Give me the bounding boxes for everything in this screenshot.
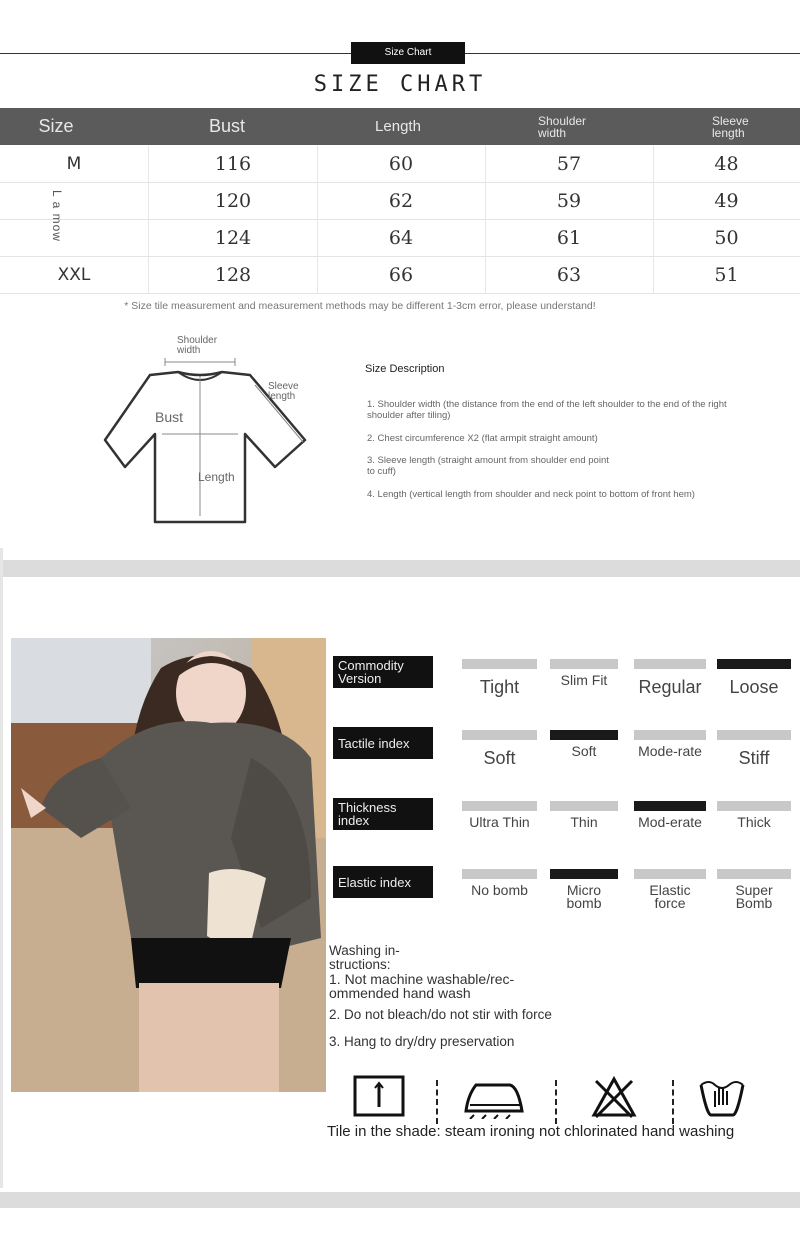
watermark-vertical-text: L a mow [50, 190, 64, 242]
diagram-shoulder-label: Shoulder width [177, 335, 218, 356]
left-edge-line [0, 548, 3, 1188]
option-indicator [717, 730, 791, 740]
option-label: Thick [737, 814, 771, 830]
care-divider [436, 1080, 440, 1124]
option-label: Soft [483, 748, 516, 768]
attribute-label: Commodity Version [333, 656, 433, 688]
attribute-label: Thickness index [333, 798, 433, 830]
option-indicator [634, 869, 706, 879]
table-row [0, 146, 800, 183]
table-cell-size [0, 183, 149, 219]
attribute-label: Tactile index [333, 727, 433, 759]
table-cell: 116 [149, 146, 318, 182]
table-cell: 49 [714, 190, 739, 212]
option-label: No bomb [471, 882, 528, 898]
table-cell: 120 [149, 183, 318, 219]
diagram-length-label: Length [198, 470, 235, 484]
option-indicator [462, 869, 537, 879]
hand-wash-icon [697, 1075, 747, 1119]
table-cell: 60 [317, 146, 486, 182]
desc-item-1: 1. Shoulder width (the distance from the end of the left shoulder to the end of the right shoulder after tiling) [367, 399, 727, 421]
desc-item-2: 2. Chest circumference X2 (flat armpit straight amount) [367, 433, 598, 444]
option-label: Regular [638, 677, 702, 697]
desc-item-3: 3. Sleeve length (straight amount from shoulder end point to cuff) [367, 455, 609, 477]
option-label: Elastic force [649, 882, 691, 911]
product-photo [11, 638, 326, 1092]
table-cell-size [0, 220, 149, 256]
table-cell: 48 [714, 153, 739, 175]
th-sleeve: Sleeve length [712, 113, 749, 140]
th-size: Size [38, 116, 74, 136]
attribute-label: Elastic index [333, 866, 433, 898]
option-label: Stiff [738, 748, 770, 768]
tile-dry-icon [353, 1075, 407, 1119]
option-label: Tight [479, 677, 520, 697]
option-label: Super Bomb [735, 882, 773, 911]
option-indicator [717, 869, 791, 879]
diagram-sleeve-label: Sleeve length [268, 381, 299, 402]
th-shoulder: Shoulder width [538, 113, 587, 140]
option-indicator [462, 801, 537, 811]
option-indicator [462, 730, 537, 740]
table-cell: 66 [317, 257, 486, 293]
measurement-note: * Size tile measurement and measurement methods may be different 1-3cm error, please understand! [124, 300, 596, 312]
page-title: SIZE CHART [313, 72, 487, 97]
desc-item-4: 4. Length (vertical length from shoulder and neck point to bottom of front hem) [367, 489, 695, 500]
option-indicator [717, 801, 791, 811]
th-bust: Bust [208, 116, 246, 136]
option-label: Ultra Thin [469, 814, 530, 830]
option-label: Slim Fit [560, 672, 608, 688]
option-label: Soft [571, 743, 597, 759]
th-length: Length [375, 118, 421, 135]
washing-item-1: 1. Not machine washable/rec-ommended hand wash [329, 971, 515, 1001]
option-indicator [550, 659, 618, 669]
table-cell: 57 [485, 146, 654, 182]
option-indicator-selected [634, 801, 706, 811]
care-divider [555, 1080, 559, 1124]
option-label: Thin [570, 814, 598, 830]
table-row [0, 183, 800, 220]
table-cell: 128 [149, 257, 318, 293]
table-row [0, 220, 800, 257]
garment-diagram [100, 330, 320, 530]
washing-item-3: 3. Hang to dry/dry preservation [329, 1034, 515, 1049]
section-divider [0, 560, 800, 577]
table-cell: 51 [714, 264, 739, 286]
option-label: Mod-erate [638, 814, 702, 830]
option-indicator-selected [550, 869, 618, 879]
washing-title: Washing in-structions: [329, 943, 400, 972]
table-cell: 61 [485, 220, 654, 256]
option-indicator [634, 659, 706, 669]
table-cell-size: XXL [0, 257, 149, 293]
size-description-title: Size Description [365, 363, 445, 375]
table-cell: 59 [485, 183, 654, 219]
care-divider [672, 1080, 676, 1124]
no-bleach-icon [590, 1075, 638, 1119]
table-cell: 50 [714, 227, 739, 249]
option-label: Mode-rate [638, 743, 702, 759]
table-cell-size: M [0, 146, 149, 182]
option-indicator-selected [717, 659, 791, 669]
table-cell: 64 [317, 220, 486, 256]
table-row [0, 257, 800, 294]
table-cell: 62 [317, 183, 486, 219]
option-indicator [550, 801, 618, 811]
option-label: Micro bomb [566, 882, 602, 911]
option-indicator [462, 659, 537, 669]
size-chart-tag: Size Chart [351, 42, 465, 64]
bottom-divider [0, 1192, 800, 1208]
washing-item-2: 2. Do not bleach/do not stir with force [329, 1007, 552, 1022]
table-cell: 63 [485, 257, 654, 293]
option-indicator-selected [550, 730, 618, 740]
option-label: Loose [729, 677, 779, 697]
option-indicator [634, 730, 706, 740]
steam-iron-icon [462, 1075, 528, 1119]
care-caption: Tile in the shade: steam ironing not chlorinated hand washing [327, 1123, 735, 1140]
size-table-header [0, 108, 800, 145]
diagram-bust-label: Bust [155, 409, 184, 425]
table-cell: 124 [149, 220, 318, 256]
